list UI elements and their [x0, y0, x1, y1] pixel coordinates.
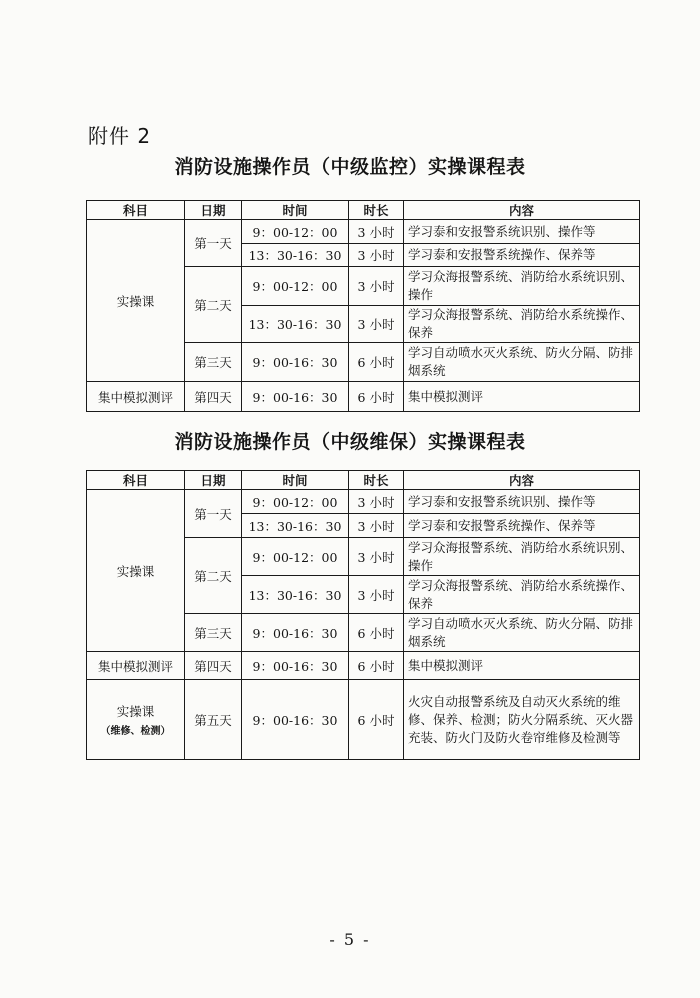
- content-cell: 学习众海报警系统、消防给水系统操作、保养: [404, 306, 640, 343]
- duration-cell: 3 小时: [349, 306, 404, 343]
- time-cell: 9：00-12：00: [242, 538, 349, 576]
- content-cell: 学习泰和安报警系统操作、保养等: [404, 244, 640, 267]
- table-header-row: [87, 201, 640, 220]
- subject-note: （维修、检测）: [100, 726, 171, 737]
- time-cell: 9：00-16：30: [242, 382, 349, 412]
- table-row: [87, 382, 640, 412]
- header-content: 内容: [404, 471, 640, 490]
- header-date: 日期: [185, 201, 242, 220]
- duration-cell: 3 小时: [349, 244, 404, 267]
- page-number: - 5 -: [329, 930, 371, 949]
- table-row: [87, 220, 640, 244]
- table-header-row: [87, 471, 640, 490]
- header-date: 日期: [185, 471, 242, 490]
- day-cell: 第五天: [185, 680, 242, 760]
- duration-cell: 6 小时: [349, 343, 404, 382]
- subject-cell: 集中模拟测评: [87, 382, 185, 412]
- time-cell: 13：30-16：30: [242, 576, 349, 614]
- time-cell: 9：00-12：00: [242, 267, 349, 306]
- content-cell: 学习众海报警系统、消防给水系统识别、操作: [404, 538, 640, 576]
- duration-cell: 3 小时: [349, 267, 404, 306]
- schedule-table-maintenance: [86, 470, 640, 760]
- duration-cell: 6 小时: [349, 680, 404, 760]
- content-cell: 火灾自动报警系统及自动灭火系统的维修、保养、检测；防火分隔系统、灭火器充装、防火门及防火卷帘维修及检测等: [404, 680, 640, 760]
- day-cell: 第一天: [185, 220, 242, 267]
- duration-cell: 6 小时: [349, 614, 404, 652]
- time-cell: 9：00-16：30: [242, 614, 349, 652]
- time-cell: 9：00-12：00: [242, 490, 349, 514]
- content-cell: 学习自动喷水灭火系统、防火分隔、防排烟系统: [404, 343, 640, 382]
- day-cell: 第二天: [185, 538, 242, 614]
- table-title: 消防设施操作员（中级维保）实操课程表: [174, 431, 526, 453]
- duration-cell: 6 小时: [349, 382, 404, 412]
- subject-label: 实操课: [116, 704, 155, 719]
- day-cell: 第三天: [185, 614, 242, 652]
- table-row: [87, 652, 640, 680]
- subject-cell: 实操课: [87, 220, 185, 382]
- content-cell: 学习众海报警系统、消防给水系统操作、保养: [404, 576, 640, 614]
- duration-cell: 3 小时: [349, 576, 404, 614]
- time-cell: 13：30-16：30: [242, 244, 349, 267]
- content-cell: 学习众海报警系统、消防给水系统识别、操作: [404, 267, 640, 306]
- time-cell: 9：00-16：30: [242, 343, 349, 382]
- day-cell: 第三天: [185, 343, 242, 382]
- table-row: [87, 490, 640, 514]
- time-cell: 9：00-16：30: [242, 652, 349, 680]
- time-cell: 9：00-12：00: [242, 220, 349, 244]
- time-cell: 13：30-16：30: [242, 306, 349, 343]
- day-cell: 第四天: [185, 382, 242, 412]
- day-cell: 第四天: [185, 652, 242, 680]
- header-duration: 时长: [349, 201, 404, 220]
- header-time: 时间: [242, 201, 349, 220]
- header-duration: 时长: [349, 471, 404, 490]
- duration-cell: 3 小时: [349, 490, 404, 514]
- content-cell: 集中模拟测评: [404, 382, 640, 412]
- content-cell: 学习泰和安报警系统识别、操作等: [404, 490, 640, 514]
- day-cell: 第二天: [185, 267, 242, 343]
- subject-cell: 实操课: [87, 490, 185, 652]
- header-subject: 科目: [87, 471, 185, 490]
- subject-cell: 集中模拟测评: [87, 652, 185, 680]
- day-cell: 第一天: [185, 490, 242, 538]
- attachment-label: 附件 2: [88, 124, 152, 148]
- content-cell: 集中模拟测评: [404, 652, 640, 680]
- duration-cell: 6 小时: [349, 652, 404, 680]
- header-subject: 科目: [87, 201, 185, 220]
- table-title: 消防设施操作员（中级监控）实操课程表: [174, 156, 526, 178]
- content-cell: 学习泰和安报警系统操作、保养等: [404, 514, 640, 538]
- time-cell: 13：30-16：30: [242, 514, 349, 538]
- duration-cell: 3 小时: [349, 538, 404, 576]
- header-content: 内容: [404, 201, 640, 220]
- time-cell: 9：00-16：30: [242, 680, 349, 760]
- subject-cell: [87, 680, 185, 760]
- duration-cell: 3 小时: [349, 514, 404, 538]
- duration-cell: 3 小时: [349, 220, 404, 244]
- content-cell: 学习泰和安报警系统识别、操作等: [404, 220, 640, 244]
- schedule-table-monitoring: [86, 200, 640, 412]
- content-cell: 学习自动喷水灭火系统、防火分隔、防排烟系统: [404, 614, 640, 652]
- header-time: 时间: [242, 471, 349, 490]
- table-row: [87, 680, 640, 760]
